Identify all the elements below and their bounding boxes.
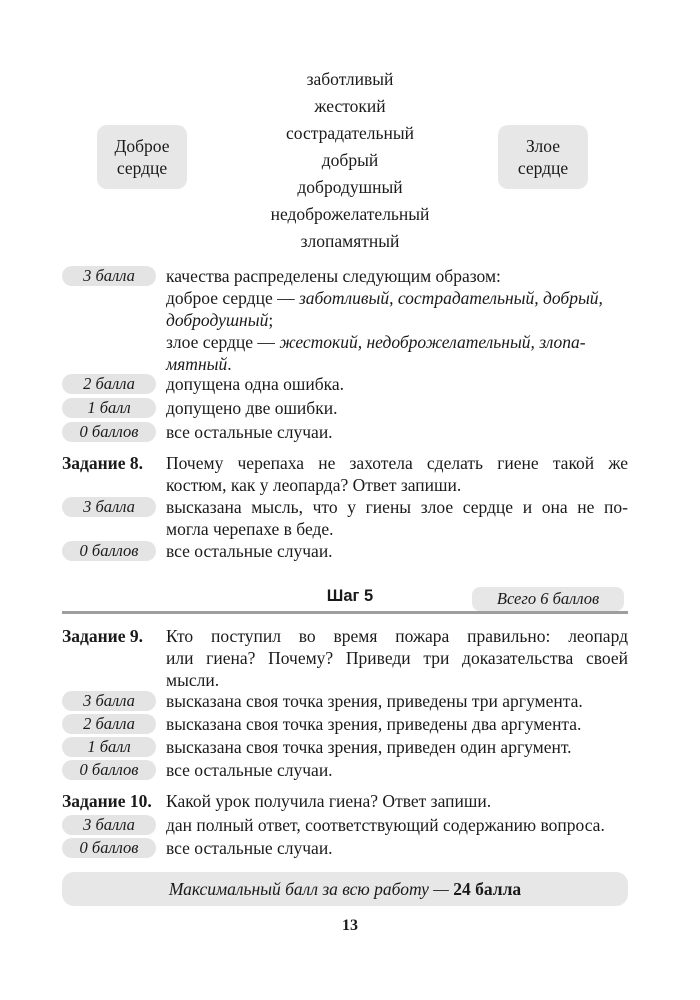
word-item: недоброжелательный xyxy=(270,204,430,224)
word-item: добрый xyxy=(321,150,379,170)
score-badge: 2 балла xyxy=(62,714,156,734)
bad-heart-box: Злое сердце xyxy=(498,125,588,189)
page: заботливый жестокий сострадательный добрый добродушный недоброжелательный злопамятный Доброе сердце Злое сердце 3 балла качества распределены следующим образом: доброе сердце — заботливый, сострадательный, добрый, добродушный; злое сердце — жестокий, недоброжелательный, злопа- мятный. 2 балла допущена одна ошибка. 1 балл допущено две ошибки. 0 баллов все остальные случаи. Задание 8. Почему черепаха не захотела сделать гиене такой же костюм, как у леопарда? Ответ запиши. 3 балла высказана мысль, что у гиены злое сердце и она не по- могла черепахе в беде. 0 баллов все остальные случаи. Шаг 5 Всего 6 баллов Задание 9. Кто поступил во время пожара правильно: леопард или гиена? Почему? Приведи три доказательства своей мысли. 3 балла высказана своя точка зрения, приведены три аргумента. 2 балла высказана своя точка зрения, приведены два аргумента. 1 балл высказана своя точка зрения, приведен один аргумент. 0 баллов все остальные случаи. Задание 10. Какой урок получила гиена? Ответ запиши. 3 балла дан полный ответ, соответствующий содержанию вопроса. 0 баллов все остальные случаи. Максимальный балл за всю работу — 24 балла 13 xyxy=(0,0,700,1000)
quality-word-list xyxy=(230,66,470,255)
score-badge: 2 балла xyxy=(62,374,156,394)
page-number: 13 xyxy=(342,917,358,934)
score-badge: 1 балл xyxy=(62,398,156,418)
task-label: Задание 9. xyxy=(62,626,144,646)
score-badge: 0 баллов xyxy=(62,541,156,561)
score-badge: 3 балла xyxy=(62,266,156,286)
score-badge: 0 баллов xyxy=(62,422,156,442)
score-badge: 1 балл xyxy=(62,737,156,757)
task-question: Кто поступил во время пожара правильно: леопард или гиена? Почему? Приведи три доказательства своей мысли. xyxy=(166,626,628,690)
step-total-badge: Всего 6 баллов xyxy=(472,587,624,611)
task-question: Почему черепаха не захотела сделать гиене такой же костюм, как у леопарда? Ответ запиши. xyxy=(166,453,628,495)
score-badge: 3 балла xyxy=(62,691,156,711)
word-item: сострадательный xyxy=(286,123,414,143)
score-badge: 3 балла xyxy=(62,815,156,835)
task-question: Какой урок получила гиена? Ответ запиши. xyxy=(166,791,492,811)
word-item: жестокий xyxy=(314,96,386,116)
step-divider xyxy=(62,611,628,614)
good-heart-box: Доброе сердце xyxy=(97,125,187,189)
score-badge: 3 балла xyxy=(62,497,156,517)
score-badge: 0 баллов xyxy=(62,760,156,780)
score-badge: 0 баллов xyxy=(62,838,156,858)
task-label: Задание 8. xyxy=(62,453,144,473)
step-title: Шаг 5 xyxy=(326,587,374,605)
word-item: добродушный xyxy=(297,177,403,197)
score-criteria: качества распределены следующим образом: доброе сердце — заботливый, сострадательный, добрый, добродушный; злое сердце — жестокий, недоброжелательный, злопа- мятный. xyxy=(166,266,603,374)
word-item: заботливый xyxy=(306,69,394,89)
max-score-banner: Максимальный балл за всю работу — 24 балла xyxy=(62,872,628,906)
task-label: Задание 10. xyxy=(62,791,152,811)
word-item: злопамятный xyxy=(300,231,400,251)
